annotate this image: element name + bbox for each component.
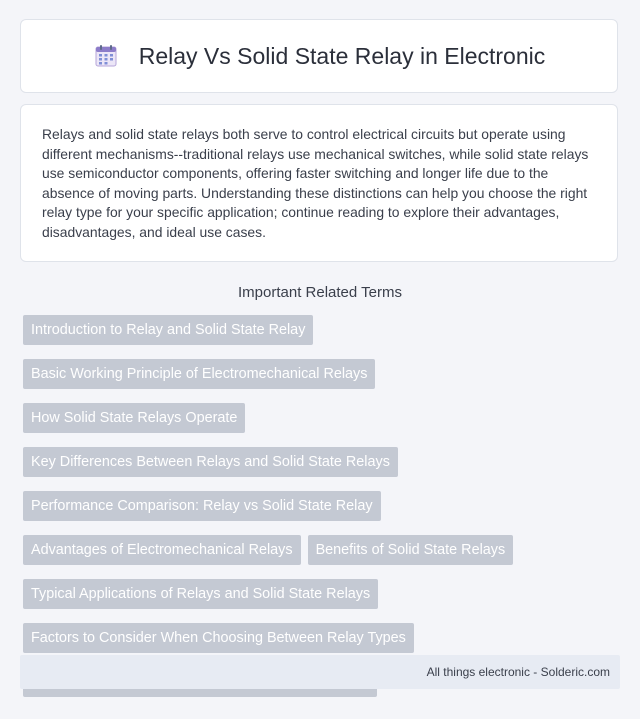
term-link[interactable]: Introduction to Relay and Solid State Relay: [23, 315, 313, 345]
term-link[interactable]: Key Differences Between Relays and Solid State Relays: [23, 447, 398, 477]
footer-text: All things electronic - Solderic.com: [426, 665, 610, 679]
calendar-icon: [93, 43, 119, 69]
intro-paragraph: Relays and solid state relays both serve to control electrical circuits but operate using different mechanisms--traditional relays use mechanical switches, while solid state relays use semiconductor components, offering faster switching and longer life due to the absence of moving parts. Understanding these distinctions can help you choose the right relay type for your specific application; continue reading to explore their advantages, disadvantages, and ideal use cases.: [42, 126, 589, 240]
term-link[interactable]: Typical Applications of Relays and Solid State Relays: [23, 579, 378, 609]
term-link[interactable]: Basic Working Principle of Electromechanical Relays: [23, 359, 375, 389]
page-title: Relay Vs Solid State Relay in Electronic: [138, 42, 546, 69]
term-link[interactable]: Factors to Consider When Choosing Between Relay Types: [23, 623, 414, 653]
term-link[interactable]: Advantages of Electromechanical Relays: [23, 535, 301, 565]
related-terms-heading: Important Related Terms: [238, 284, 402, 301]
footer-bar: [20, 655, 620, 689]
related-terms-list: [23, 315, 623, 697]
term-link[interactable]: Benefits of Solid State Relays: [308, 535, 514, 565]
intro-card: [20, 104, 618, 262]
term-link[interactable]: Performance Comparison: Relay vs Solid State Relay: [23, 491, 381, 521]
header-card: [20, 19, 618, 93]
term-link[interactable]: How Solid State Relays Operate: [23, 403, 245, 433]
